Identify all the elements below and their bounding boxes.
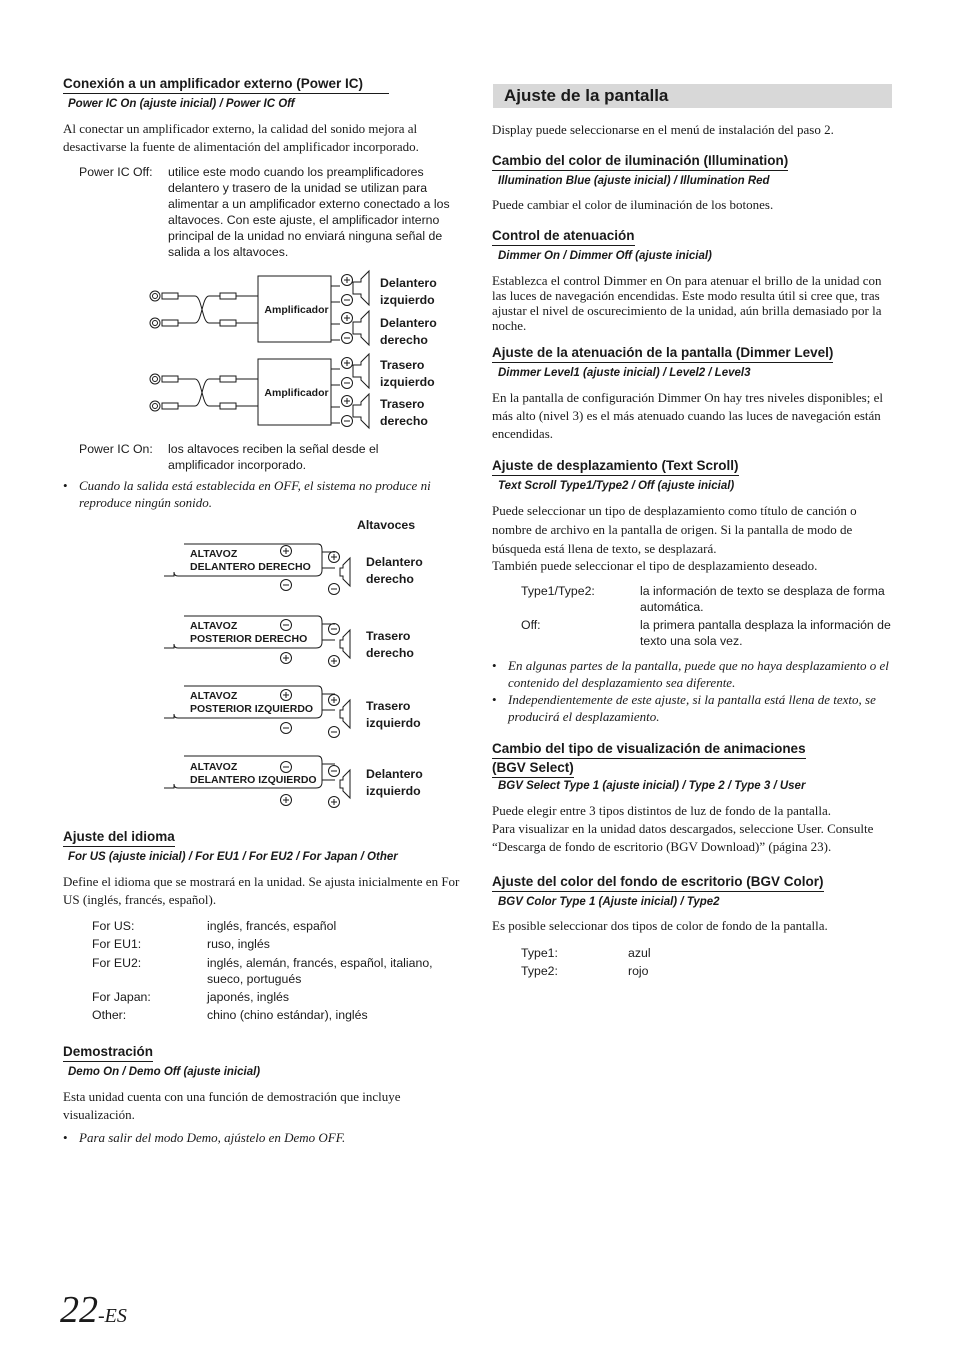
power-ic-off-label: Power IC Off: <box>79 165 153 179</box>
dimmer-level-options: Dimmer Level1 (ajuste inicial) / Level2 / Level3 <box>498 367 751 379</box>
heading-text-scroll: Ajuste de desplazamiento (Text Scroll) <box>492 458 739 476</box>
heading-illumination: Cambio del color de iluminación (Illumination) <box>492 153 788 171</box>
section-title: Ajuste de la pantalla <box>493 84 892 108</box>
speaker-label-2-rear-left: Trasero izquierdo <box>366 699 421 730</box>
connector-label-front-right: ALTAVOZ DELANTERO DERECHO <box>190 548 311 573</box>
amplifier-label-2: Amplificador <box>264 387 329 399</box>
idioma-val-us: inglés, francés, español <box>207 919 337 933</box>
heading-demo: Demostración <box>63 1044 153 1062</box>
connector-label-front-left: ALTAVOZ DELANTERO IZQUIERDO <box>190 761 317 786</box>
text-scroll-options: Text Scroll Type1/Type2 / Off (ajuste inicial) <box>498 480 735 492</box>
idioma-key-japan: For Japan: <box>92 990 151 1004</box>
text-scroll-val-type: la información de texto se desplaza de forma automática. <box>640 584 885 614</box>
power-ic-note: • Cuando la salida está establecida en OFF, el sistema no produce ni reproduce ningún sonido. <box>79 477 459 511</box>
speaker-label-front-left: Delantero izquierdo <box>380 276 437 307</box>
text-scroll-key-off: Off: <box>521 618 541 632</box>
heading-idioma: Ajuste del idioma <box>63 829 175 847</box>
atenuacion-options: Dimmer On / Dimmer Off (ajuste inicial) <box>498 250 712 262</box>
speaker-label-front-right: Delantero derecho <box>380 316 437 347</box>
speaker-label-2-rear-right: Trasero derecho <box>366 629 414 660</box>
dimmer-level-text: En la pantalla de configuración Dimmer On hay tres niveles disponibles; el más alto (nivel 3) es el más atenuado cuando las luces de navegación están encendidas. <box>492 390 883 441</box>
idioma-key-us: For US: <box>92 919 135 933</box>
idioma-intro: Define el idioma que se mostrará en la unidad. Se ajusta inicialmente en For US (inglés, francés, español). <box>63 874 460 907</box>
heading-bgv-select: Cambio del tipo de visualización de animaciones (BGV Select) <box>492 740 806 778</box>
heading-dimmer-level: Ajuste de la atenuación de la pantalla (Dimmer Level) <box>492 345 833 363</box>
heading-atenuacion: Control de atenuación <box>492 228 635 246</box>
bgv-color-key-2: Type2: <box>521 964 558 978</box>
idioma-key-eu1: For EU1: <box>92 937 142 951</box>
idioma-val-eu1: ruso, inglés <box>207 937 270 951</box>
illumination-options: Illumination Blue (ajuste inicial) / Illumination Red <box>498 175 770 187</box>
bgv-select-text2: Para visualizar en la unidad datos descargados, seleccione User. Consulte “Descarga de fondo de escritorio (BGV Download)” (página 23). <box>492 821 874 854</box>
idioma-key-eu2: For EU2: <box>92 956 142 970</box>
right-intro: Display puede seleccionarse en el menú de instalación del paso 2. <box>492 122 834 137</box>
speakers-title: Altavoces <box>357 518 416 532</box>
speaker-label-rear-right: Trasero derecho <box>380 397 428 428</box>
power-ic-options: Power IC On (ajuste inicial) / Power IC Off <box>68 98 295 110</box>
illumination-text: Puede cambiar el color de iluminación de los botones. <box>492 197 774 212</box>
power-ic-on-text: los altavoces reciben la señal desde el amplificador incorporado. <box>168 442 379 472</box>
text-scroll-key-type: Type1/Type2: <box>521 584 595 598</box>
power-ic-intro: Al conectar un amplificador externo, la calidad del sonido mejora al desactivarse la fuente de alimentación del amplificador incorporado. <box>63 121 419 154</box>
amplifier-label-1: Amplificador <box>264 304 329 316</box>
demo-note: • Para salir del modo Demo, ajústelo en Demo OFF. <box>79 1129 459 1146</box>
speaker-label-2-front-left: Delantero izquierdo <box>366 767 423 798</box>
atenuacion-text: Establezca el control Dimmer en On para atenuar el brillo de la unidad con las luces de navegación encendidas. Este modo resulta útil si cree que, tras ajustar el nivel de oscurecimiento de la unidad, aún brilla demasiado por la noche. <box>492 273 882 333</box>
connector-label-rear-left: ALTAVOZ POSTERIOR IZQUIERDO <box>190 690 314 715</box>
connector-label-rear-right: ALTAVOZ POSTERIOR DERECHO <box>190 620 308 645</box>
idioma-val-eu2: inglés, alemán, francés, español, italiano, sueco, portugués <box>207 956 433 986</box>
power-ic-off-text: utilice este modo cuando los preamplificadores delantero y trasero de la unidad se utilizan para alimentar a un amplificador externo conectado a los altavoces. Con este ajuste, el amplificador interno principal de la unidad no enviará ninguna señal de salida a los altavoces. <box>168 165 450 259</box>
heading-bgv-color: Ajuste del color del fondo de escritorio (BGV Color) <box>492 874 824 892</box>
bgv-color-options: BGV Color Type 1 (Ajuste inicial) / Type2 <box>498 896 720 908</box>
text-scroll-note-1: • En algunas partes de la pantalla, puede que no haya desplazamiento o el contenido del desplazamiento sea diferente. <box>508 657 890 691</box>
bgv-color-val-1: azul <box>628 946 651 960</box>
heading-power-ic: Conexión a un amplificador externo (Power IC) <box>63 76 389 94</box>
bgv-color-key-1: Type1: <box>521 946 558 960</box>
bgv-select-options: BGV Select Type 1 (ajuste inicial) / Type 2 / Type 3 / User <box>498 780 806 792</box>
text-scroll-text: Puede seleccionar un tipo de desplazamiento como título de canción o nombre de archivo en la pantalla de origen. Si la pantalla de modo de búsqueda está llena de texto, se desplazará. <box>492 503 857 556</box>
bgv-color-val-2: rojo <box>628 964 649 978</box>
power-ic-on-label: Power IC On: <box>79 442 153 456</box>
speaker-label-2-front-right: Delantero derecho <box>366 555 423 586</box>
page-number: 22-ES <box>60 1289 127 1331</box>
speaker-label-rear-left: Trasero izquierdo <box>380 358 435 389</box>
idioma-key-other: Other: <box>92 1008 127 1022</box>
demo-options: Demo On / Demo Off (ajuste inicial) <box>68 1066 261 1078</box>
text-scroll-val-off: la primera pantalla desplaza la información de texto una sola vez. <box>640 618 891 648</box>
bgv-select-text: Puede elegir entre 3 tipos distintos de luz de fondo de la pantalla. <box>492 803 831 818</box>
idioma-options: For US (ajuste inicial) / For EU1 / For EU2 / For Japan / Other <box>68 851 398 863</box>
idioma-val-other: chino (chino estándar), inglés <box>207 1008 368 1022</box>
text-scroll-note-2: • Independientemente de este ajuste, si la pantalla está llena de texto, se producirá el desplazamiento. <box>508 691 890 725</box>
demo-intro: Esta unidad cuenta con una función de demostración que incluye visualización. <box>63 1089 401 1122</box>
rca-cable-pair-2 <box>150 374 258 411</box>
bgv-color-text: Es posible seleccionar dos tipos de color de fondo de la pantalla. <box>492 918 828 933</box>
rca-cable-pair-1 <box>150 291 258 328</box>
idioma-val-japan: japonés, inglés <box>207 990 290 1004</box>
text-scroll-text2: También puede seleccionar el tipo de desplazamiento deseado. <box>492 558 818 573</box>
